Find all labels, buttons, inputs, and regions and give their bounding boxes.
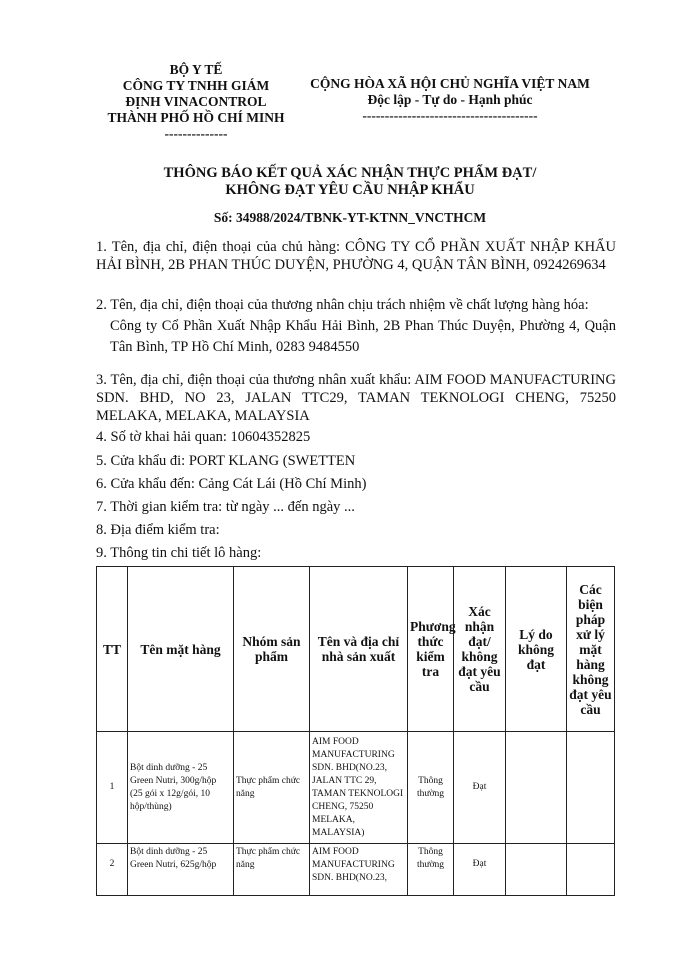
col-header-group: Nhóm sản phẩm <box>234 567 310 732</box>
item-lot-details: 9. Thông tin chi tiết lô hàng: <box>96 545 262 561</box>
col-header-name: Tên mặt hàng <box>128 567 234 732</box>
document-title <box>60 165 640 199</box>
row-product-name: Bột dinh dưỡng - 25 Green Nutri, 625g/hộp <box>128 844 234 896</box>
col-header-measures: Các biện pháp xử lý mặt hàng không đạt yêu cầu <box>567 567 615 732</box>
item-arrival-port: 6. Cửa khẩu đến: Cảng Cát Lái (Hồ Chí Minh) <box>96 476 367 492</box>
national-header <box>300 76 600 124</box>
item-owner: 1. Tên, địa chỉ, điện thoại của chủ hàng: CÔNG TY CỔ PHẦN XUẤT NHẬP KHẨU HẢI BÌNH, 2B PHAN THÚC DUYỆN, PHƯỜNG 4, QUẬN TÂN BÌNH, 0924269634 <box>96 239 616 273</box>
country-name: CỘNG HÒA XÃ HỘI CHỦ NGHĨA VIỆT NAM <box>310 76 590 91</box>
row-reason <box>506 732 567 844</box>
row-product-group: Thực phẩm chức năng <box>234 732 310 844</box>
row-measures <box>567 732 615 844</box>
table-row <box>97 732 615 844</box>
title-line2: KHÔNG ĐẠT YÊU CẦU NHẬP KHẨU <box>225 182 475 198</box>
row-manufacturer: AIM FOOD MANUFACTURING SDN. BHD(NO.23, JALAN TTC 29, TAMAN TEKNOLOGI CHENG, 75250 MELAKA, MALAYSIA) <box>310 732 408 844</box>
row-product-name: Bột dinh dưỡng - 25 Green Nutri, 300g/hộp (25 gói x 12g/gói, 10 hộp/thùng) <box>128 732 234 844</box>
row-reason <box>506 844 567 896</box>
item-inspection-time: 7. Thời gian kiểm tra: từ ngày ... đến ngày ... <box>96 499 355 515</box>
row-method: Thông thường <box>408 732 454 844</box>
item-responsible-label: 2. Tên, địa chỉ, điện thoại của thương nhân chịu trách nhiệm về chất lượng hàng hóa: <box>96 297 589 313</box>
row-confirm: Đạt <box>454 844 506 896</box>
row-tt: 2 <box>97 844 128 896</box>
company-city: THÀNH PHỐ HỒ CHÍ MINH <box>107 110 285 125</box>
col-header-maker: Tên và địa chỉ nhà sản xuất <box>310 567 408 732</box>
row-manufacturer: AIM FOOD MANUFACTURING SDN. BHD(NO.23, <box>310 844 408 896</box>
row-measures <box>567 844 615 896</box>
col-header-tt: TT <box>97 567 128 732</box>
item-departure-port: 5. Cửa khẩu đi: PORT KLANG (SWETTEN <box>96 453 356 469</box>
motto: Độc lập - Tự do - Hạnh phúc <box>367 92 533 107</box>
item-inspection-location: 8. Địa điểm kiểm tra: <box>96 522 220 538</box>
item-customs-declaration: 4. Số tờ khai hải quan: 10604352825 <box>96 429 311 445</box>
company-name-line1: CÔNG TY TNHH GIÁM <box>122 78 270 93</box>
document-number: Số: 34988/2024/TBNK-YT-KTNN_VNCTHCM <box>213 210 487 225</box>
national-divider: --------------------------------------- <box>362 108 538 123</box>
table-header-row <box>97 567 615 732</box>
title-line1: THÔNG BÁO KẾT QUẢ XÁC NHẬN THỰC PHẨM ĐẠT/ <box>163 165 537 181</box>
lot-table <box>96 566 615 896</box>
company-name-line2: ĐỊNH VINACONTROL <box>125 94 267 109</box>
item-exporter: 3. Tên, địa chỉ, điện thoại của thương nhân xuất khẩu: AIM FOOD MANUFACTURING SDN. BHD, NO 23, JALAN TTC29, TAMAN TEKNOLOGI CHENG, 75250 MELAKA, MELAKA, MALAYSIA <box>96 372 616 424</box>
col-header-method: Phương thức kiểm tra <box>408 567 454 732</box>
row-tt: 1 <box>97 732 128 844</box>
row-product-group: Thực phẩm chức năng <box>234 844 310 896</box>
col-header-reason: Lý do không đạt <box>506 567 567 732</box>
row-method: Thông thường <box>408 844 454 896</box>
row-confirm: Đạt <box>454 732 506 844</box>
item-responsible-value: Công ty Cổ Phần Xuất Nhập Khẩu Hải Bình, 2B Phan Thúc Duyện, Phường 4, Quận Tân Bình, TP Hồ Chí Minh, 0283 9484550 <box>110 318 616 355</box>
table-row <box>97 844 615 896</box>
issuer-divider: -------------- <box>164 126 228 141</box>
ministry-name: BỘ Y TẾ <box>169 62 223 77</box>
col-header-confirm: Xác nhận đạt/ không đạt yêu cầu <box>454 567 506 732</box>
issuer-header <box>96 62 296 142</box>
